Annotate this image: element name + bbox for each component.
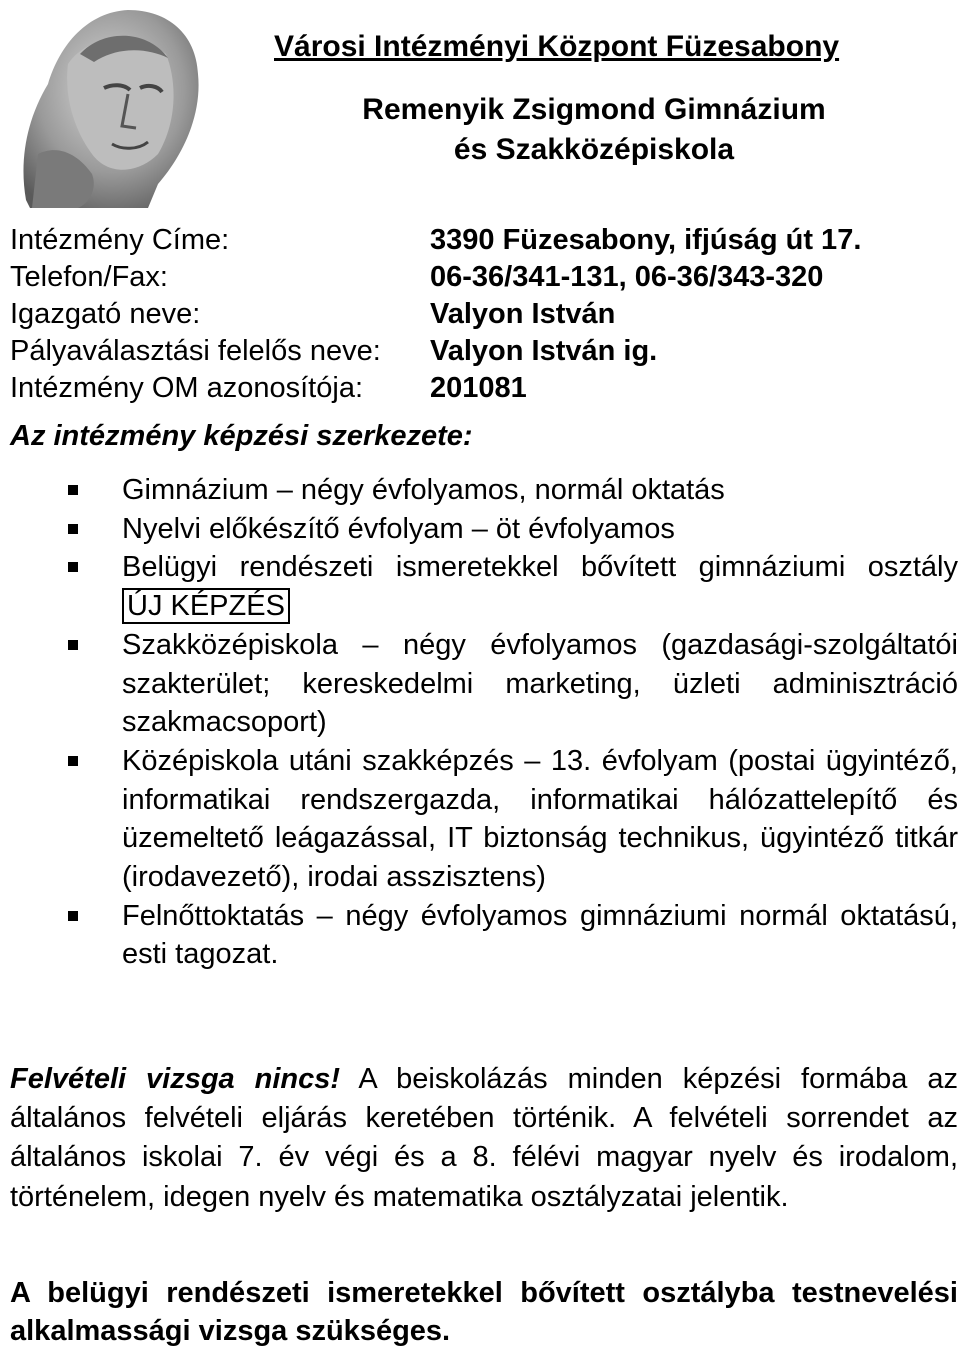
square-bullet-icon [68, 640, 78, 650]
list-item-text: Gimnázium – négy évfolyamos, normál oktatás [122, 474, 725, 506]
list-item-text: Felnőttoktatás – négy évfolyamos gimnáziumi normál oktatású, esti tagozat. [122, 899, 958, 971]
list-item-text: Belügyi rendészeti ismeretekkel bővített gimnáziumi osztály [122, 551, 958, 584]
admission-body: A beiskolázás minden képzési formába az általános felvételi eljárás keretében történik. A felvételi sorrendet az általános iskolai 7. év végi és a 8. félévi magyar nyelv és irodalom, történelem, idegen nyelv és matematika osztályzatai jelentik. [10, 1063, 959, 1213]
structure-heading: Az intézmény képzési szerkezete: [10, 420, 473, 452]
list-item [10, 742, 958, 897]
training-list [10, 471, 958, 974]
institution-info [10, 222, 950, 407]
school-name-line1: Remenyik Zsigmond Gimnázium [362, 93, 826, 126]
info-row-om-id [10, 370, 950, 407]
organization-title: Városi Intézményi Központ Füzesabony [274, 30, 840, 63]
info-label: Igazgató neve: [10, 298, 201, 330]
school-name-line2: és Szakközépiskola [453, 133, 735, 166]
list-item [10, 897, 958, 974]
info-label: Intézmény Címe: [10, 224, 230, 256]
square-bullet-icon [68, 562, 78, 572]
info-label: Telefon/Fax: [10, 261, 168, 293]
info-row-career-advisor [10, 333, 950, 370]
list-item-text: Szakközépiskola – négy évfolyamos (gazdasági-szolgáltatói szakterület; kereskedelmi marketing, üzleti adminisztráció szakmacsoport) [122, 628, 958, 739]
list-item [10, 626, 958, 742]
square-bullet-icon [68, 524, 78, 534]
info-label: Intézmény OM azonosítója: [10, 372, 363, 404]
square-bullet-icon [68, 485, 78, 495]
portrait-relief-image [8, 4, 204, 208]
info-row-address [10, 222, 950, 259]
list-item-text: Nyelvi előkészítő évfolyam – öt évfolyamos [122, 512, 675, 545]
list-item [10, 510, 958, 549]
square-bullet-icon [68, 756, 78, 766]
admission-lead: Felvételi vizsga nincs! [10, 1063, 341, 1095]
info-value: Valyon István [430, 298, 616, 330]
info-label: Pályaválasztási felelős neve: [10, 335, 381, 367]
fitness-exam-note: A belügyi rendészeti ismeretekkel bővített osztályba testnevelési alkalmassági vizsga szükséges. [10, 1277, 958, 1347]
info-row-principal [10, 296, 950, 333]
list-item [10, 471, 958, 510]
info-value: Valyon István ig. [430, 335, 658, 367]
info-value: 201081 [430, 372, 527, 404]
square-bullet-icon [68, 911, 78, 921]
info-value: 06-36/341-131, 06-36/343-320 [430, 261, 824, 293]
list-item [10, 548, 958, 625]
info-value: 3390 Füzesabony, ifjúság út 17. [430, 224, 862, 256]
info-row-phone [10, 259, 950, 296]
list-item-text: Középiskola utáni szakképzés – 13. évfolyam (postai ügyintéző, informatikai rendszergazda, informatikai hálózattelepítő és üzemeltető leágazással, IT biztonság technikus, ügyintéző titkár (irodavezető), irodai asszisztens) [122, 744, 958, 894]
admission-paragraph [10, 1060, 958, 1217]
school-name [314, 90, 874, 170]
new-training-badge: ÚJ KÉPZÉS [122, 588, 290, 624]
